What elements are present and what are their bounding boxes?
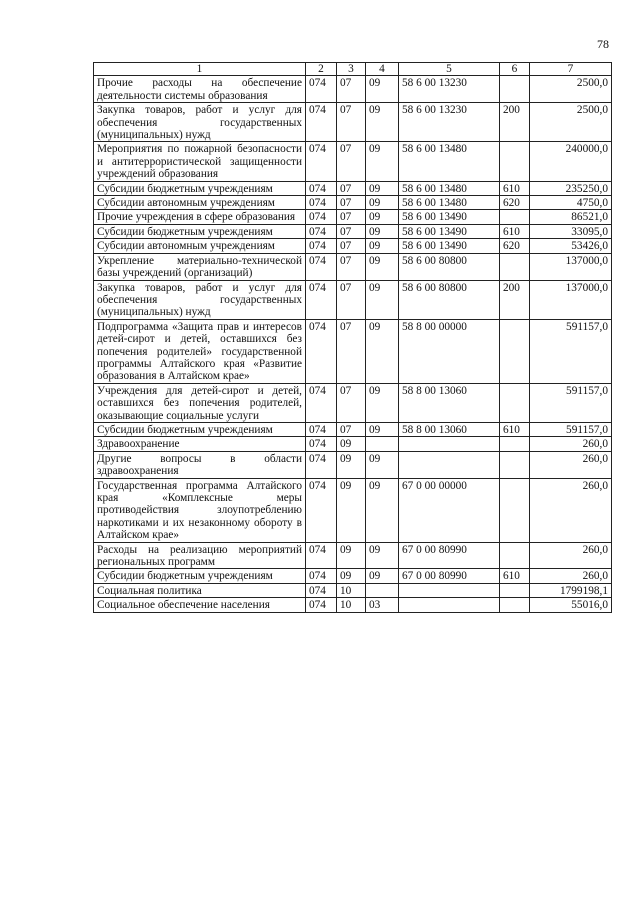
table-row (94, 383, 612, 422)
row-name-cell: Закупка товаров, работ и услуг для обеспечения государственных (муниципальных) нужд (94, 280, 306, 319)
row-subsection-cell: 09 (366, 478, 399, 542)
table-row (94, 181, 612, 195)
row-name-cell: Другие вопросы в области здравоохранения (94, 451, 306, 478)
row-code-cell: 074 (306, 253, 337, 280)
row-target-article-cell: 58 8 00 00000 (399, 319, 500, 383)
row-amount-cell: 137000,0 (530, 253, 612, 280)
table-row (94, 103, 612, 142)
row-name-cell: Субсидии автономным учреждениям (94, 239, 306, 253)
row-expense-type-cell: 620 (500, 196, 530, 210)
table-row (94, 598, 612, 612)
row-expense-type-cell: 610 (500, 224, 530, 238)
row-name-cell: Государственная программа Алтайского края «Комплексные меры противодействия злоупотреблению наркотиками и их незаконному обороту в Алтайском крае» (94, 478, 306, 542)
row-amount-cell: 2500,0 (530, 76, 612, 103)
table-row (94, 224, 612, 238)
row-subsection-cell: 09 (366, 319, 399, 383)
row-section-cell: 09 (337, 569, 366, 583)
row-target-article-cell: 58 6 00 13230 (399, 76, 500, 103)
row-code-cell: 074 (306, 569, 337, 583)
table-row (94, 142, 612, 181)
row-section-cell: 07 (337, 422, 366, 436)
row-section-cell: 07 (337, 210, 366, 224)
row-name-cell: Субсидии бюджетным учреждениям (94, 422, 306, 436)
row-subsection-cell: 09 (366, 451, 399, 478)
row-subsection-cell: 09 (366, 422, 399, 436)
table-row (94, 210, 612, 224)
row-code-cell: 074 (306, 451, 337, 478)
row-name-cell: Социальная политика (94, 583, 306, 597)
row-target-article-cell (399, 451, 500, 478)
row-target-article-cell: 58 6 00 80800 (399, 280, 500, 319)
row-amount-cell: 33095,0 (530, 224, 612, 238)
row-amount-cell: 4750,0 (530, 196, 612, 210)
row-target-article-cell (399, 583, 500, 597)
row-amount-cell: 591157,0 (530, 422, 612, 436)
row-amount-cell: 240000,0 (530, 142, 612, 181)
row-name-cell: Здравоохранение (94, 437, 306, 451)
row-code-cell: 074 (306, 210, 337, 224)
row-expense-type-cell: 200 (500, 280, 530, 319)
row-subsection-cell: 09 (366, 181, 399, 195)
header-col-6: 6 (500, 63, 530, 76)
row-amount-cell: 260,0 (530, 437, 612, 451)
row-target-article-cell: 58 6 00 13490 (399, 224, 500, 238)
row-subsection-cell: 09 (366, 196, 399, 210)
row-code-cell: 074 (306, 422, 337, 436)
table-row (94, 196, 612, 210)
row-name-cell: Субсидии бюджетным учреждениям (94, 181, 306, 195)
row-expense-type-cell (500, 142, 530, 181)
row-section-cell: 07 (337, 224, 366, 238)
row-subsection-cell (366, 583, 399, 597)
row-expense-type-cell: 610 (500, 181, 530, 195)
row-amount-cell: 53426,0 (530, 239, 612, 253)
row-section-cell: 07 (337, 253, 366, 280)
row-code-cell: 074 (306, 598, 337, 612)
row-section-cell: 07 (337, 103, 366, 142)
row-target-article-cell: 58 6 00 13480 (399, 181, 500, 195)
row-target-article-cell (399, 598, 500, 612)
row-target-article-cell: 58 6 00 13480 (399, 196, 500, 210)
row-amount-cell: 260,0 (530, 542, 612, 569)
table-row (94, 253, 612, 280)
row-name-cell: Социальное обеспечение населения (94, 598, 306, 612)
row-name-cell: Прочие расходы на обеспечение деятельности системы образования (94, 76, 306, 103)
row-name-cell: Учреждения для детей-сирот и детей, оставшихся без попечения родителей, оказывающие социальные услуги (94, 383, 306, 422)
page-number: 78 (597, 37, 609, 51)
header-col-2: 2 (306, 63, 337, 76)
row-subsection-cell: 03 (366, 598, 399, 612)
table-row (94, 583, 612, 597)
row-expense-type-cell (500, 253, 530, 280)
row-subsection-cell: 09 (366, 280, 399, 319)
row-target-article-cell: 58 6 00 13230 (399, 103, 500, 142)
row-amount-cell: 260,0 (530, 451, 612, 478)
row-section-cell: 09 (337, 542, 366, 569)
row-expense-type-cell: 610 (500, 422, 530, 436)
row-code-cell: 074 (306, 196, 337, 210)
row-amount-cell: 591157,0 (530, 319, 612, 383)
row-amount-cell: 591157,0 (530, 383, 612, 422)
row-target-article-cell: 67 0 00 80990 (399, 542, 500, 569)
row-expense-type-cell (500, 76, 530, 103)
row-target-article-cell: 58 6 00 80800 (399, 253, 500, 280)
row-subsection-cell: 09 (366, 542, 399, 569)
row-code-cell: 074 (306, 478, 337, 542)
row-expense-type-cell: 200 (500, 103, 530, 142)
row-amount-cell: 235250,0 (530, 181, 612, 195)
row-expense-type-cell: 620 (500, 239, 530, 253)
row-subsection-cell: 09 (366, 103, 399, 142)
row-code-cell: 074 (306, 383, 337, 422)
row-expense-type-cell (500, 319, 530, 383)
row-section-cell: 07 (337, 319, 366, 383)
row-subsection-cell: 09 (366, 224, 399, 238)
row-target-article-cell: 58 6 00 13480 (399, 142, 500, 181)
row-name-cell: Прочие учреждения в сфере образования (94, 210, 306, 224)
row-code-cell: 074 (306, 142, 337, 181)
table-row (94, 319, 612, 383)
row-target-article-cell: 58 8 00 13060 (399, 383, 500, 422)
row-section-cell: 07 (337, 280, 366, 319)
row-expense-type-cell (500, 437, 530, 451)
row-code-cell: 074 (306, 437, 337, 451)
table-row (94, 569, 612, 583)
row-code-cell: 074 (306, 319, 337, 383)
row-code-cell: 074 (306, 280, 337, 319)
row-expense-type-cell (500, 210, 530, 224)
table-row (94, 542, 612, 569)
header-col-7: 7 (530, 63, 612, 76)
budget-table (93, 62, 612, 613)
row-amount-cell: 2500,0 (530, 103, 612, 142)
row-name-cell: Субсидии автономным учреждениям (94, 196, 306, 210)
row-section-cell: 09 (337, 437, 366, 451)
row-target-article-cell: 67 0 00 80990 (399, 569, 500, 583)
row-expense-type-cell (500, 478, 530, 542)
row-subsection-cell: 09 (366, 569, 399, 583)
row-code-cell: 074 (306, 103, 337, 142)
table-row (94, 451, 612, 478)
row-name-cell: Расходы на реализацию мероприятий региональных программ (94, 542, 306, 569)
header-col-1: 1 (94, 63, 306, 76)
table-body (94, 76, 612, 612)
row-code-cell: 074 (306, 76, 337, 103)
row-subsection-cell: 09 (366, 142, 399, 181)
row-name-cell: Субсидии бюджетным учреждениям (94, 224, 306, 238)
row-code-cell: 074 (306, 181, 337, 195)
row-target-article-cell: 67 0 00 00000 (399, 478, 500, 542)
row-target-article-cell: 58 8 00 13060 (399, 422, 500, 436)
row-expense-type-cell (500, 583, 530, 597)
row-expense-type-cell (500, 451, 530, 478)
row-subsection-cell: 09 (366, 210, 399, 224)
row-section-cell: 07 (337, 181, 366, 195)
row-code-cell: 074 (306, 224, 337, 238)
table-row (94, 478, 612, 542)
row-section-cell: 07 (337, 196, 366, 210)
header-col-3: 3 (337, 63, 366, 76)
row-code-cell: 074 (306, 583, 337, 597)
table-row (94, 280, 612, 319)
row-name-cell: Субсидии бюджетным учреждениям (94, 569, 306, 583)
row-name-cell: Подпрограмма «Защита прав и интересов детей-сирот и детей, оставшихся без попечения родителей» государственной программы Алтайского края «Развитие образования в Алтайском крае» (94, 319, 306, 383)
row-name-cell: Укрепление материально-технической базы учреждений (организаций) (94, 253, 306, 280)
table-row (94, 437, 612, 451)
row-subsection-cell (366, 437, 399, 451)
row-section-cell: 09 (337, 478, 366, 542)
row-subsection-cell: 09 (366, 76, 399, 103)
row-expense-type-cell: 610 (500, 569, 530, 583)
row-name-cell: Закупка товаров, работ и услуг для обеспечения государственных (муниципальных) нужд (94, 103, 306, 142)
table-row (94, 76, 612, 103)
row-section-cell: 07 (337, 239, 366, 253)
row-target-article-cell: 58 6 00 13490 (399, 210, 500, 224)
row-section-cell: 07 (337, 142, 366, 181)
row-subsection-cell: 09 (366, 253, 399, 280)
table-row (94, 239, 612, 253)
table-row (94, 422, 612, 436)
row-amount-cell: 260,0 (530, 478, 612, 542)
row-section-cell: 07 (337, 76, 366, 103)
row-expense-type-cell (500, 542, 530, 569)
row-amount-cell: 55016,0 (530, 598, 612, 612)
row-expense-type-cell (500, 598, 530, 612)
row-code-cell: 074 (306, 239, 337, 253)
table-header-row (94, 63, 612, 76)
row-amount-cell: 1799198,1 (530, 583, 612, 597)
header-col-4: 4 (366, 63, 399, 76)
row-target-article-cell: 58 6 00 13490 (399, 239, 500, 253)
row-amount-cell: 86521,0 (530, 210, 612, 224)
row-subsection-cell: 09 (366, 383, 399, 422)
row-section-cell: 10 (337, 583, 366, 597)
row-amount-cell: 137000,0 (530, 280, 612, 319)
row-expense-type-cell (500, 383, 530, 422)
row-code-cell: 074 (306, 542, 337, 569)
row-section-cell: 10 (337, 598, 366, 612)
row-amount-cell: 260,0 (530, 569, 612, 583)
header-col-5: 5 (399, 63, 500, 76)
row-subsection-cell: 09 (366, 239, 399, 253)
row-section-cell: 07 (337, 383, 366, 422)
row-name-cell: Мероприятия по пожарной безопасности и антитеррористической защищенности учреждений образования (94, 142, 306, 181)
row-target-article-cell (399, 437, 500, 451)
row-section-cell: 09 (337, 451, 366, 478)
